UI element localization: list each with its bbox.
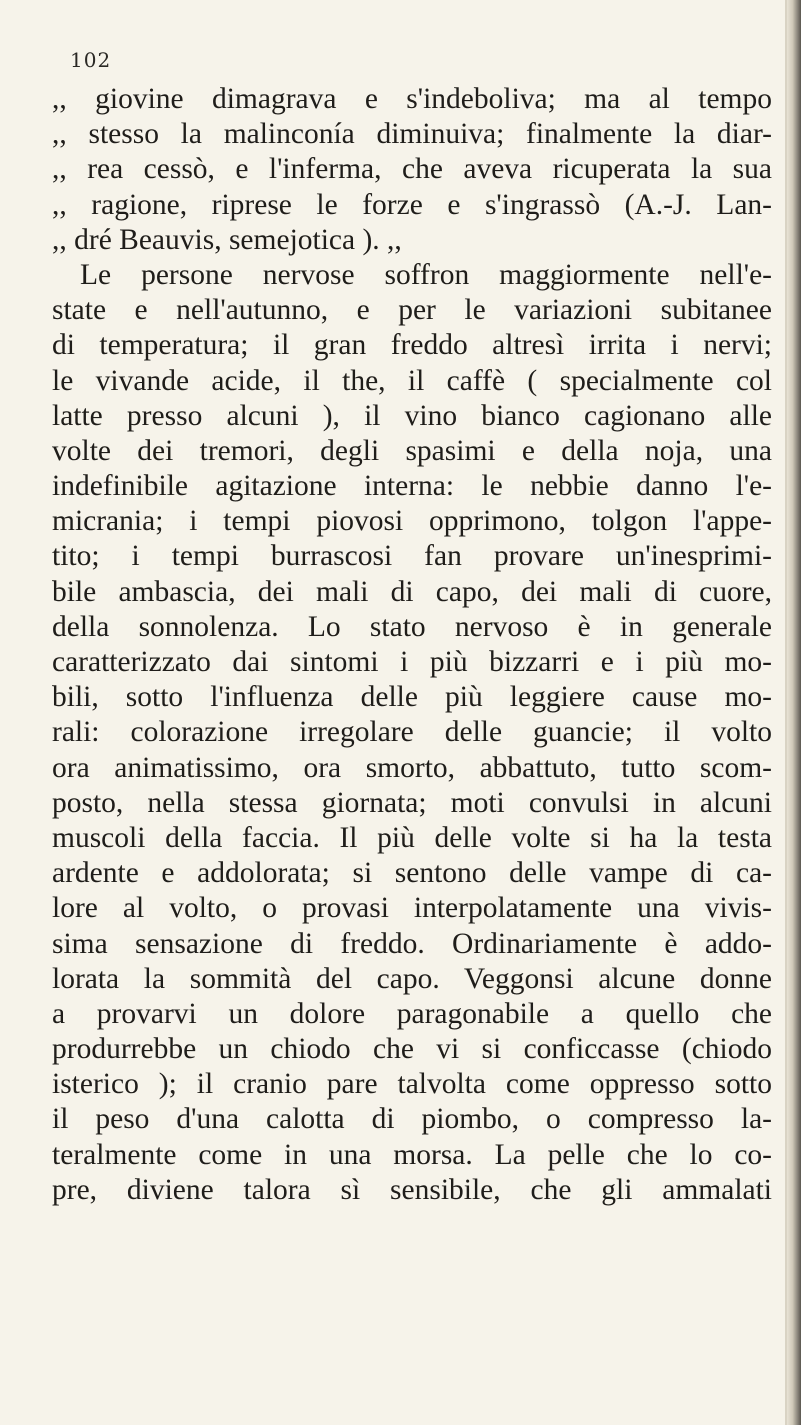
- text-line: lore al volto, o provasi interpolatamente una vivis-: [52, 892, 772, 925]
- text-line: volte dei tremori, degli spasimi e della noja, una: [52, 434, 772, 467]
- text-line: pre, diviene talora sì sensibile, che gli ammalati: [52, 1173, 772, 1206]
- text-line: tito; i tempi burrascosi fan provare un'inesprimi-: [52, 540, 772, 573]
- text-line: ardente e addolorata; si sentono delle vampe di ca-: [52, 857, 772, 890]
- text-line: ,, stesso la malinconía diminuiva; finalmente la diar-: [52, 118, 772, 151]
- text-line: Le persone nervose soffron maggiormente nell'e-: [80, 258, 772, 291]
- text-line: teralmente come in una morsa. La pelle che lo co-: [52, 1138, 772, 1171]
- text-line: produrrebbe un chiodo che vi si conficcasse (chiodo: [52, 1033, 772, 1066]
- text-line: della sonnolenza. Lo stato nervoso è in generale: [52, 610, 772, 643]
- text-line: state e nell'autunno, e per le variazioni subitanee: [52, 294, 772, 327]
- text-line: isterico ); il cranio pare talvolta come oppresso sotto: [52, 1068, 772, 1101]
- text-line: il peso d'una calotta di piombo, o compresso la-: [52, 1103, 772, 1136]
- text-line: a provarvi un dolore paragonabile a quello che: [52, 997, 772, 1030]
- text-line: ,, giovine dimagrava e s'indeboliva; ma al tempo: [52, 83, 772, 115]
- text-line: ,, ragione, riprese le forze e s'ingrassò (A.-J. Lan-: [52, 188, 772, 221]
- text-line: muscoli della faccia. Il più delle volte si ha la testa: [52, 821, 772, 854]
- page-edge: [787, 0, 801, 1425]
- page-number: 102: [70, 48, 112, 72]
- text-line: indefinibile agitazione interna: le nebbie danno l'e-: [52, 470, 772, 503]
- text-line: ora animatissimo, ora smorto, abbattuto, tutto scom-: [52, 751, 772, 784]
- text-line: bili, sotto l'influenza delle più leggiere cause mo-: [52, 681, 772, 714]
- text-line: bile ambascia, dei mali di capo, dei mali di cuore,: [52, 575, 772, 608]
- text-line: lorata la sommità del capo. Veggonsi alcune donne: [52, 962, 772, 995]
- text-line: le vivande acide, il the, il caffè ( specialmente col: [52, 364, 772, 397]
- text-line: posto, nella stessa giornata; moti convulsi in alcuni: [52, 786, 772, 819]
- text-line: micrania; i tempi piovosi opprimono, tolgon l'appe-: [52, 505, 772, 538]
- text-line: di temperatura; il gran freddo altresì irrita i nervi;: [52, 329, 772, 362]
- text-line: ,, rea cessò, e l'inferma, che aveva ricuperata la sua: [52, 153, 772, 186]
- text-line: caratterizzato dai sintomi i più bizzarri e i più mo-: [52, 646, 772, 678]
- text-line: rali: colorazione irregolare delle guancie; il volto: [52, 716, 772, 749]
- text-line: ,, dré Beauvis, semejotica ). ,,: [52, 223, 402, 256]
- text-line: latte presso alcuni ), il vino bianco cagionano alle: [52, 399, 772, 432]
- body-text: [52, 82, 772, 1208]
- text-line: sima sensazione di freddo. Ordinariamente è addo-: [52, 927, 772, 960]
